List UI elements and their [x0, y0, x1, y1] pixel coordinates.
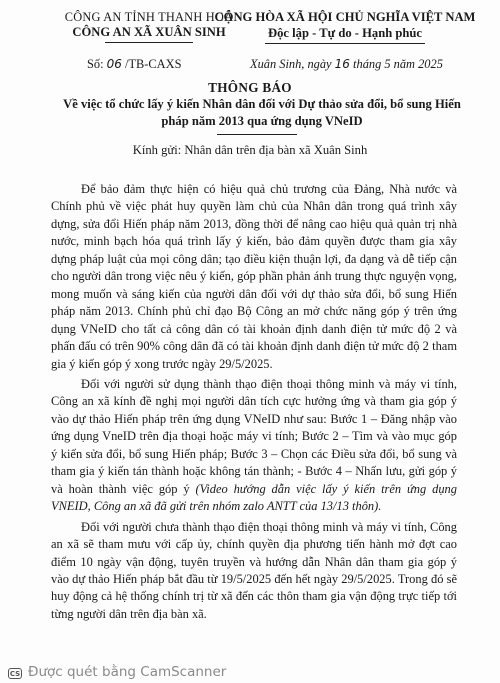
- parent-agency: CÔNG AN TỈNH THANH HOÁ: [64, 10, 234, 24]
- body-paragraph-3: Đối với người chưa thành thạo điện thoại thông minh và máy vi tính, Công an xã sẽ tham mưu với cấp ủy, chính quyền địa phương tiến hành mở đợt cao điểm 10 ngày vận động, tuyên truyền và hướng dẫn Nhân dân tham gia góp ý vào dự thảo Hiến pháp bắt đầu từ 19/5/2025 đến hết ngày 29/5/2025. Trong đó sẽ huy động cả hệ thống chính trị từ xã đến các thôn tham gia vận động trực tiếp tới từng người dân trên địa bàn xã.: [51, 519, 457, 621]
- body-paragraph-2-italic-note: (Video hướng dẫn việc lấy ý kiến trên ứng dụng VNEID, Công an xã đã gửi trên nhóm zalo ANTT của 13/13 thôn).: [51, 481, 457, 514]
- issue-date: [250, 57, 443, 72]
- body-paragraph-2-text: Đối với người sử dụng thành thạo điện thoại thông minh và máy vi tính, Công an xã kính đề nghị mọi người dân tích cực hưởng ứng và tham gia góp ý vào dự thảo Hiến pháp trên ứng dụng VNeID như sau: Bước 1 – Đăng nhập vào ứng dụng VneID trên địa thoại hoặc máy vi tính; Bước 2 – Tìm và vào mục góp ý kiến sửa đổi, bổ sung Hiến pháp; Bước 3 – Chọn các Điều sửa đổi, bổ sung và tham gia ý kiến tán thành hoặc không tán thành; - Bước 4 – Nhấn lưu, gửi góp ý và hoàn thành việc góp ý: [51, 376, 457, 496]
- issuing-agency: CÔNG AN XÃ XUÂN SINH: [72, 25, 226, 39]
- motto-underline: [265, 43, 425, 44]
- country-name: CỘNG HÒA XÃ HỘI CHỦ NGHĨA VIỆT NAM: [214, 10, 476, 24]
- document-number-prefix: Số:: [87, 57, 107, 71]
- issue-date-rest: tháng 5 năm 2025: [349, 57, 443, 71]
- body-paragraph-1: Để bảo đảm thực hiện có hiệu quả chủ trương của Đảng, Nhà nước và Chính phủ về việc phát huy quyền làm chủ của Nhân dân trong quá trình xây dựng, sửa đổi Hiến pháp năm 2013, đồng thời để nâng cao hiệu quả quản trị nhà nước, minh bạch hóa quá trình lấy ý kiến, bảo đảm quyền được tham gia xây dựng pháp luật của mọi công dân; tạo điều kiện thuận lợi, đa dạng và dễ tiếp cận cho người dân trong việc nêu ý kiến, góp phần phản ánh trung thực nguyện vọng, mong muốn và sáng kiến của người dân đối với dự thảo sửa đổi, bổ sung Hiến pháp năm 2013. Chính phủ chỉ đạo Bộ Công an mở chức năng góp ý trên ứng dụng VNeID cho tất cả công dân có tài khoản định danh điện tử mức độ 2 và phấn đấu có trên 90% công dân đã có tài khoản định danh điện tử mức độ 2 tham gia ý kiến góp ý xong trước ngày 29/5/2025.: [51, 182, 457, 371]
- document-body: [51, 181, 457, 626]
- document-number-suffix: /TB-CAXS: [121, 57, 182, 71]
- subtitle-underline: [217, 134, 297, 135]
- issuing-agency-block: [64, 10, 234, 43]
- document-subtitle: Về việc tổ chức lấy ý kiến Nhân dân đối với Dự thảo sửa đổi, bổ sung Hiến pháp năm 2013 qua ứng dụng VNeID: [63, 97, 461, 128]
- document-number: [87, 57, 181, 72]
- national-motto: Độc lập - Tự do - Hạnh phúc: [268, 26, 422, 40]
- agency-underline: [105, 42, 193, 43]
- scanner-watermark: Được quét bằng CamScanner: [28, 664, 227, 680]
- issue-date-day: 16: [334, 57, 350, 71]
- body-paragraph-2: [51, 376, 457, 516]
- issue-date-place: Xuân Sinh, ngày: [250, 57, 335, 71]
- recipient-line: Kính gửi: Nhân dân trên địa bàn xã Xuân Sinh: [132, 143, 368, 157]
- camscanner-logo-icon: CS: [9, 670, 21, 678]
- document-number-value: 06: [106, 57, 122, 71]
- document-title: THÔNG BÁO: [208, 80, 292, 95]
- national-heading-block: [210, 10, 480, 44]
